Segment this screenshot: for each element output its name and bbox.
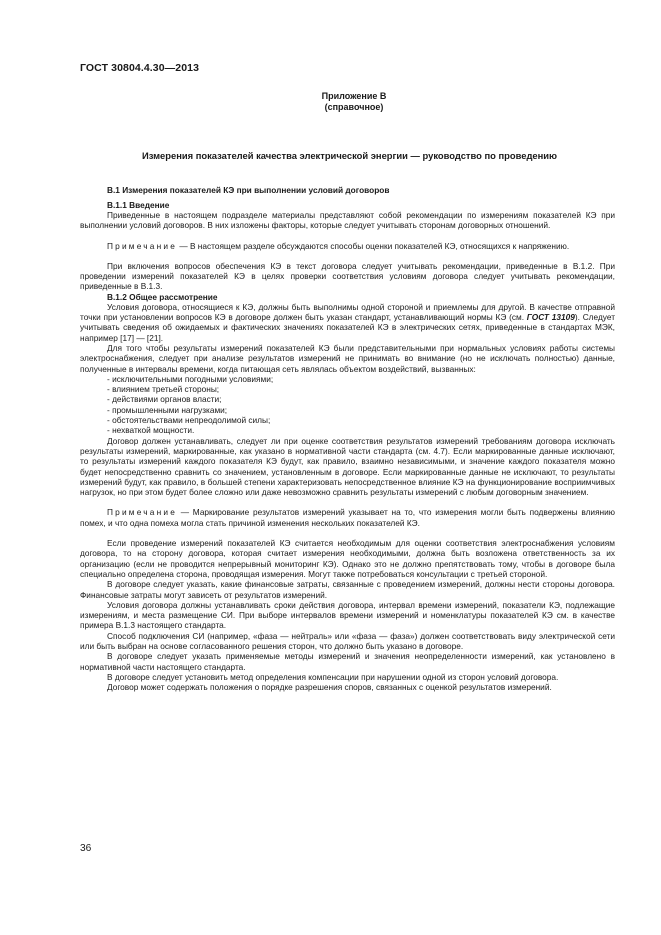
- b12-note: [80, 507, 615, 528]
- b12-paragraph-9: В договоре следует установить метод определения компенсации при нарушении одной из сторон условий договора.: [107, 671, 559, 682]
- note-label: Примечание: [107, 507, 178, 518]
- list-item: - обстоятельствами непреодолимой силы;: [107, 415, 615, 425]
- b12-paragraph-2: Для того чтобы результаты измерений показателей КЭ были представительными при нормальных условиях работы системы электроснабжения, следует при анализе результатов измерений не принимать во внимание (но не исключать полностью) данные, полученные в интервалы времени, когда питающая сеть являлась объектом воздействий, вызванных:: [80, 342, 615, 374]
- appendix-caption: [184, 91, 524, 113]
- b12-p1-text-a: Условия договора, относящиеся к КЭ, должны быть выполнимы одной стороной и приемлемы для другой. В качестве отправной точки при установлении вопросов КЭ в договоре должен быть указан стандарт, устанавливающий нормы КЭ (см.: [80, 301, 615, 323]
- list-item: - исключительными погодными условиями;: [107, 374, 615, 384]
- b12-paragraph-10: Договор может содержать положения о порядке разрешения споров, связанных с оценкой результатов измерений.: [107, 682, 552, 693]
- b12-paragraph-7: Способ подключения СИ (например, «фаза — нейтраль» или «фаза — фаза») должен соответствовать виду электрической сети или быть выбран на основе согласованного решения сторон, что должно быть указано в договоре.: [80, 630, 615, 651]
- list-item: - влиянием третьей стороны;: [107, 384, 615, 394]
- section-b11-heading: В.1.1 Введение: [107, 200, 170, 210]
- b12-p1-text-b: ). Следует учитывать сведения об ожидаемых и фактических значениях показателей КЭ в электрических сетях, приведенные в стандартах МЭК, например [17] — [21].: [80, 312, 615, 343]
- note-label: Примечание: [107, 240, 178, 251]
- page-number: 36: [80, 843, 92, 854]
- list-item: - действиями органов власти;: [107, 394, 615, 404]
- list-item: - нехваткой мощности.: [107, 425, 615, 435]
- appendix-main-title: Измерения показателей качества электрической энергии — руководство по проведению: [141, 150, 558, 161]
- b11-paragraph-1: Приведенные в настоящем подразделе материалы представляют собой рекомендации по измерениям показателей КЭ при выполнении условий договоров. В них изложены факторы, которые следует учитывать сторонам договорных отношений.: [80, 210, 615, 231]
- b12-paragraph-6: Условия договора должны устанавливать сроки действия договора, интервал времени измерений, показатели КЭ, подлежащие измерениям, и места размещение СИ. При выборе интервалов времени измерений и номенклатуры показателей КЭ см. в качестве примера В.1.3 настоящего стандарта.: [80, 599, 615, 631]
- note-text: — В настоящем разделе обсуждаются способы оценки показателей КЭ, относящихся к напряжению.: [177, 240, 570, 251]
- b11-paragraph-2: При включения вопросов обеспечения КЭ в текст договора следует учитывать рекомендации, приведенные в В.1.2. При проведении измерений показателей КЭ в целях проверки соответствия условиям договора следует учитывать рекомендации, приведенные в В.1.3.: [80, 260, 615, 292]
- standard-reference: ГОСТ 13109: [526, 312, 575, 323]
- list-item: - промышленными нагрузками;: [107, 405, 615, 415]
- b12-paragraph-1: [80, 302, 615, 343]
- page-body: [80, 62, 615, 692]
- b11-note: [80, 241, 615, 251]
- b12-paragraph-8: В договоре следует указать применяемые методы измерений и значения неопределенности измерений, как установлено в нормативной части настоящего стандарта.: [80, 651, 615, 672]
- b12-paragraph-3: Договор должен устанавливать, следует ли при оценке соответствия результатов измерений требованиям договора исключать результаты измерений, маркированные, как указано в нормативной части стандарта (см. 4.7). Если маркированные данные исключают, то результаты измерений каждого показателя КЭ будут, как правило, взаимно независимыми, и значение каждого показателя можно будет непосредственно сравнить со значением, установленным в договоре. Если маркированные данные не исключают, то результаты измерений будут, как правило, в большей степени характеризовать непосредственное влияние КЭ на функционирование восприимчивых нагрузок, но при этом будет более сложно или даже невозможно сравнить результаты измерений с любым договорным значением.: [80, 435, 615, 498]
- appendix-subtitle: (справочное): [324, 102, 384, 112]
- b12-paragraph-4: Если проведение измерений показателей КЭ считается необходимым для оценки соответствия электроснабжения условиям договора, то на сторону договора, которая считает измерения необходимыми, должна быть возложена ответственность за их организацию (если не проводится непрерывный мониторинг КЭ). Однако это не должно препятствовать тому, чтобы в договоре была специально определена сторона, проводящая измерения. Могут также потребоваться консультации с третьей стороной.: [80, 538, 615, 579]
- section-b12-heading: В.1.2 Общее рассмотрение: [107, 291, 218, 302]
- b12-paragraph-5: В договоре следует указать, какие финансовые затраты, связанные с проведением измерений, должны нести стороны договора. Финансовые затраты могут зависеть от результатов измерений.: [80, 579, 615, 600]
- section-b1-heading: В.1 Измерения показателей КЭ при выполнении условий договоров: [107, 185, 390, 195]
- note-text: — Маркирование результатов измерений указывает на то, что измерения могли быть подвержены влиянию помех, и что одна помеха могла стать причиной изменения нескольких показателей КЭ.: [80, 507, 615, 528]
- appendix-title: Приложение В: [321, 91, 387, 101]
- conditions-list: [80, 374, 615, 436]
- standard-header: ГОСТ 30804.4.30—2013: [80, 62, 200, 74]
